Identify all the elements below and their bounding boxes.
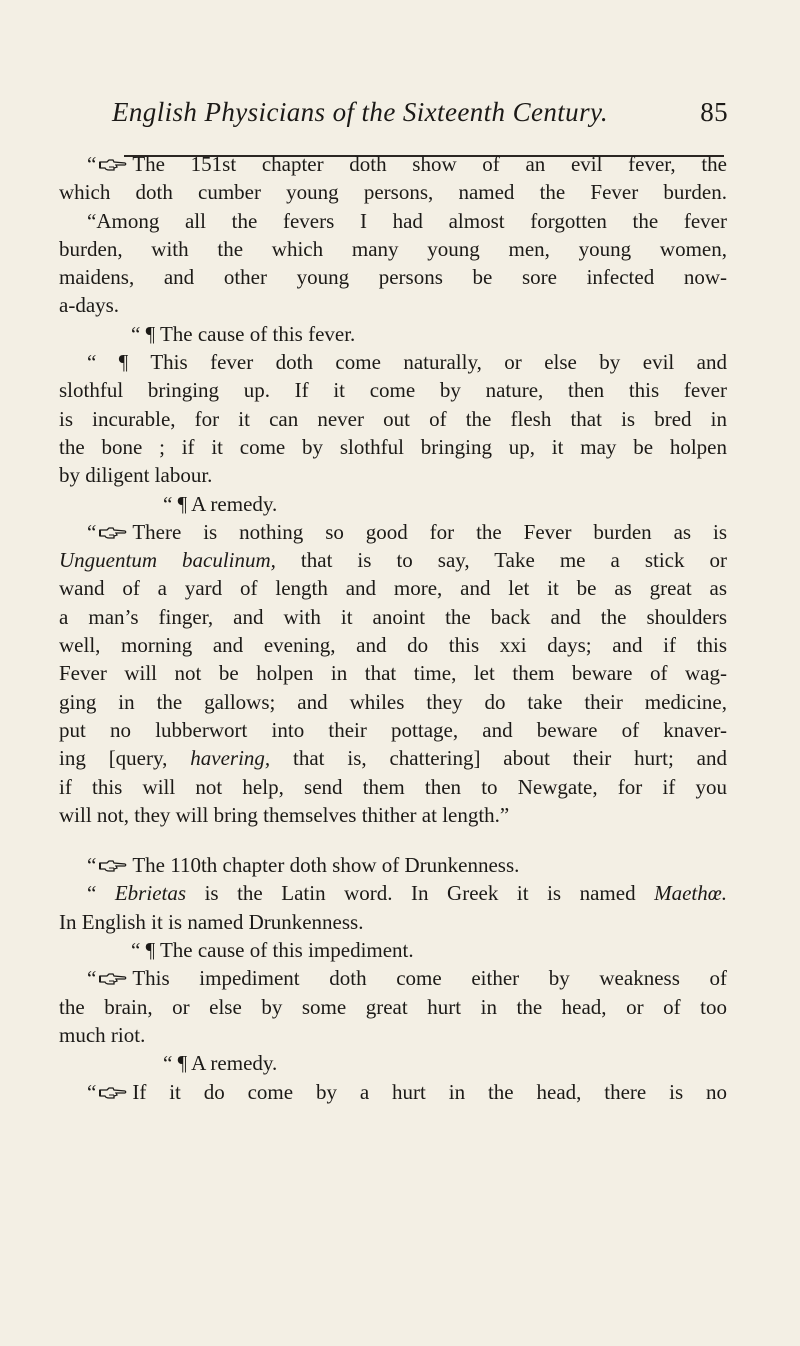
text-run: “ ¶ The cause of this impediment. xyxy=(131,938,414,963)
text-run: The 110th chapter doth show of Drunkenness. xyxy=(132,853,520,878)
text-line: burden, with the which many young men, young women, xyxy=(59,236,727,261)
latin-term: Ebrietas xyxy=(114,881,187,906)
text-line xyxy=(59,964,727,992)
text-line xyxy=(59,851,727,879)
pointing-hand-icon xyxy=(99,972,127,986)
text-line: much riot. xyxy=(59,1022,146,1047)
text-line: Fever will not be holpen in that time, let them beware of wag- xyxy=(59,661,727,686)
section-heading: “ ¶ A remedy. xyxy=(163,1051,278,1076)
open-quote: “ xyxy=(87,519,97,544)
text-line xyxy=(59,150,727,178)
section-heading: “ ¶ A remedy. xyxy=(163,491,278,516)
text-line xyxy=(59,1078,727,1106)
pointing-hand-icon xyxy=(99,158,127,172)
text-line: by diligent labour. xyxy=(59,463,213,488)
text-line: slothful bringing up. If it come by nature, then this fever xyxy=(59,378,727,403)
text-line: the brain, or else by some great hurt in the head, or of too xyxy=(59,994,727,1019)
body-text xyxy=(59,150,727,1106)
text-line: ging in the gallows; and whiles they do take their medicine, xyxy=(59,689,727,714)
latin-term: Unguentum baculinum, xyxy=(59,548,276,573)
pointing-hand-icon xyxy=(99,1086,127,1100)
section-heading xyxy=(59,936,727,964)
text-line xyxy=(59,546,727,574)
open-quote: “ xyxy=(87,881,97,906)
text-run: This impediment doth come either by weakness of xyxy=(132,966,727,991)
paragraph-gap xyxy=(59,829,727,851)
open-quote: “ xyxy=(87,853,97,878)
text-line: In English it is named Drunkenness. xyxy=(59,909,364,934)
text-run: If it do come by a hurt in the head, there is no xyxy=(132,1079,727,1104)
text-run: There is nothing so good for the Fever burden as is xyxy=(132,519,727,544)
pointing-hand-icon xyxy=(99,526,127,540)
text-line: will not, they will bring themselves thither at length.” xyxy=(59,802,510,827)
text-line: wand of a yard of length and more, and let it be as great as xyxy=(59,576,727,601)
page-number: 85 xyxy=(700,97,728,127)
text-line: maidens, and other young persons be sore infected now- xyxy=(59,265,727,290)
text-line: if this will not help, send them then to Newgate, for if you xyxy=(59,774,727,799)
text-line: put no lubberwort into their pottage, and beware of knaver- xyxy=(59,717,727,742)
text-line: a-days. xyxy=(59,293,120,318)
text-run: ing [query, xyxy=(59,746,168,771)
text-line xyxy=(59,879,727,907)
text-line xyxy=(59,744,727,772)
open-quote: “ xyxy=(87,1079,97,1104)
text-line: which doth cumber young persons, named the Fever burden. xyxy=(59,180,727,205)
text-line: “ ¶ This fever doth come naturally, or else by evil and xyxy=(87,350,727,375)
text-line xyxy=(59,518,727,546)
section-heading: “ ¶ The cause of this fever. xyxy=(131,321,356,346)
text-line: well, morning and evening, and do this xxi days; and if this xyxy=(59,633,727,658)
greek-term: Maethœ. xyxy=(654,881,727,906)
text-run: that is to say, Take me a stick or xyxy=(300,548,727,573)
text-run: is the Latin word. In Greek it is named xyxy=(204,881,636,906)
pointing-hand-icon xyxy=(99,859,127,873)
text-line: “Among all the fevers I had almost forgotten the fever xyxy=(87,208,727,233)
open-quote: “ xyxy=(87,966,97,991)
text-run: The 151st chapter doth show of an evil fever, the xyxy=(132,152,727,176)
text-line: is incurable, for it can never out of the flesh that is bred in xyxy=(59,406,727,431)
text-run: that is, chattering] about their hurt; and xyxy=(293,746,727,771)
running-header xyxy=(112,97,728,137)
running-title: English Physicians of the Sixteenth Century. xyxy=(112,97,609,127)
text-line: the bone ; if it come by slothful bringing up, it may be holpen xyxy=(59,434,727,459)
italic-term: havering, xyxy=(190,746,271,771)
open-quote: “ xyxy=(87,152,97,176)
text-line: a man’s finger, and with it anoint the back and the shoulders xyxy=(59,604,727,629)
